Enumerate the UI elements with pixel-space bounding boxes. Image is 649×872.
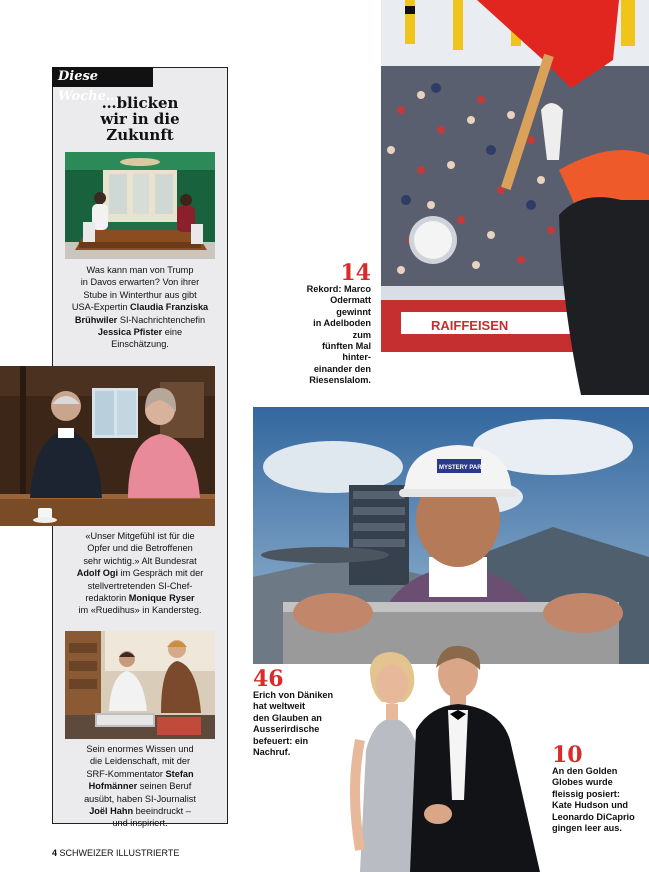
caption-line: Riesenslalom. bbox=[309, 375, 371, 386]
caption-line bbox=[55, 567, 225, 579]
caption-trump-davos bbox=[55, 264, 225, 351]
headline-line-3: Zukunft bbox=[106, 126, 174, 144]
caption-line bbox=[55, 301, 225, 313]
caption-line: ausübt, haben SI-Journalist bbox=[84, 793, 196, 804]
caption-line: die Leidenschaft, mit der bbox=[89, 756, 191, 767]
caption-name: Stefan bbox=[165, 768, 194, 779]
caption-line: An den Golden bbox=[552, 766, 618, 776]
caption-line: Kate Hudson und bbox=[552, 800, 629, 811]
caption-line bbox=[55, 780, 225, 792]
banner-text: RAIFFEISEN bbox=[431, 318, 509, 333]
caption-line: in Adelboden zum bbox=[313, 318, 371, 340]
caption-line: Rekord: Marco bbox=[306, 284, 371, 294]
caption-line: stellvertretenden SI-Chef- bbox=[87, 580, 193, 591]
photo-golden-globes bbox=[330, 640, 550, 872]
caption-line: einander den bbox=[313, 363, 371, 374]
story-daniken bbox=[253, 668, 335, 758]
helmet-text: MYSTERY PARK bbox=[439, 465, 486, 471]
caption-text: im Gespräch mit der bbox=[118, 568, 204, 579]
story-odermatt bbox=[300, 262, 371, 387]
story-golden-globes bbox=[552, 744, 642, 834]
page-footer bbox=[52, 848, 179, 858]
caption-line: Odermatt gewinnt bbox=[330, 295, 371, 317]
caption-name: Hofmänner bbox=[88, 781, 138, 792]
publication-name: SCHWEIZER ILLUSTRIERTE bbox=[59, 848, 180, 858]
story-page-number: 46 bbox=[253, 666, 284, 692]
caption-line: Leonardo DiCaprio bbox=[552, 811, 635, 822]
caption-text: SRF-Kommentator bbox=[86, 768, 166, 779]
caption-text: beeindruckt – bbox=[133, 806, 191, 817]
page-number: 4 bbox=[52, 848, 58, 858]
story-caption bbox=[253, 690, 335, 758]
caption-line: Ausserirdische bbox=[253, 724, 320, 735]
caption-line bbox=[55, 314, 225, 326]
sidebar-headline bbox=[60, 95, 220, 143]
caption-line bbox=[55, 592, 225, 604]
caption-line: sehr wichtig.» Alt Bundesrat bbox=[83, 555, 197, 566]
caption-name: Adolf Ogi bbox=[76, 568, 119, 579]
photo-srf-commentator bbox=[65, 631, 215, 739]
headline-line-1: …blicken bbox=[101, 94, 179, 112]
caption-line: Opfer und die Betroffenen bbox=[87, 543, 193, 554]
caption-name: Monique Ryser bbox=[128, 593, 195, 604]
caption-line: fünften Mal hinter- bbox=[322, 341, 371, 363]
caption-line: hat weltweit bbox=[253, 701, 306, 712]
photo-green-room bbox=[65, 152, 215, 259]
photo-ski-race bbox=[381, 0, 649, 395]
caption-line bbox=[55, 768, 225, 780]
caption-line: gingen leer aus. bbox=[552, 823, 622, 834]
caption-line: Globes wurde bbox=[552, 777, 613, 788]
caption-line: fleissig posiert: bbox=[552, 788, 620, 799]
caption-line: Erich von Däniken bbox=[253, 690, 334, 700]
photo-ogi-interview bbox=[0, 366, 215, 526]
story-caption bbox=[300, 284, 371, 387]
caption-name: Joël Hahn bbox=[89, 806, 134, 817]
sidebar-kicker: Diese Woche… bbox=[52, 67, 153, 87]
caption-line: Stube in Winterthur aus gibt bbox=[83, 289, 197, 300]
caption-text: USA-Expertin bbox=[71, 302, 131, 313]
caption-line: in Davos erwarten? Von ihrer bbox=[80, 277, 200, 288]
caption-line: Nachruf. bbox=[253, 747, 291, 758]
caption-line: den Glauben an bbox=[253, 712, 322, 723]
caption-line: Sein enormes Wissen und bbox=[86, 744, 194, 754]
caption-srf bbox=[55, 743, 225, 830]
story-page-number: 10 bbox=[552, 742, 583, 768]
caption-text: eine bbox=[162, 327, 183, 338]
story-caption bbox=[552, 766, 642, 834]
photo-daniken bbox=[253, 407, 649, 664]
caption-line: im «Ruedihus» in Kandersteg. bbox=[78, 605, 202, 616]
caption-line: und inspiriert. bbox=[112, 818, 168, 829]
caption-name: Jessica Pfister bbox=[97, 327, 163, 338]
story-page-number: 14 bbox=[340, 260, 371, 286]
caption-line: «Unser Mitgefühl ist für die bbox=[85, 531, 195, 541]
caption-line bbox=[55, 326, 225, 338]
caption-line: befeuert: ein bbox=[253, 735, 309, 746]
caption-line: Einschätzung. bbox=[111, 339, 169, 350]
caption-ogi bbox=[55, 530, 225, 617]
caption-name: Brühwiler bbox=[74, 314, 118, 325]
caption-line bbox=[55, 805, 225, 817]
caption-name: Claudia Franziska bbox=[130, 302, 209, 313]
headline-line-2: wir in die bbox=[100, 110, 180, 128]
caption-text: seinen Beruf bbox=[137, 781, 192, 792]
caption-text: SI-Nachrichtenchefin bbox=[117, 314, 206, 325]
caption-text: redaktorin bbox=[85, 593, 129, 604]
caption-line: Was kann man von Trump bbox=[86, 265, 194, 275]
